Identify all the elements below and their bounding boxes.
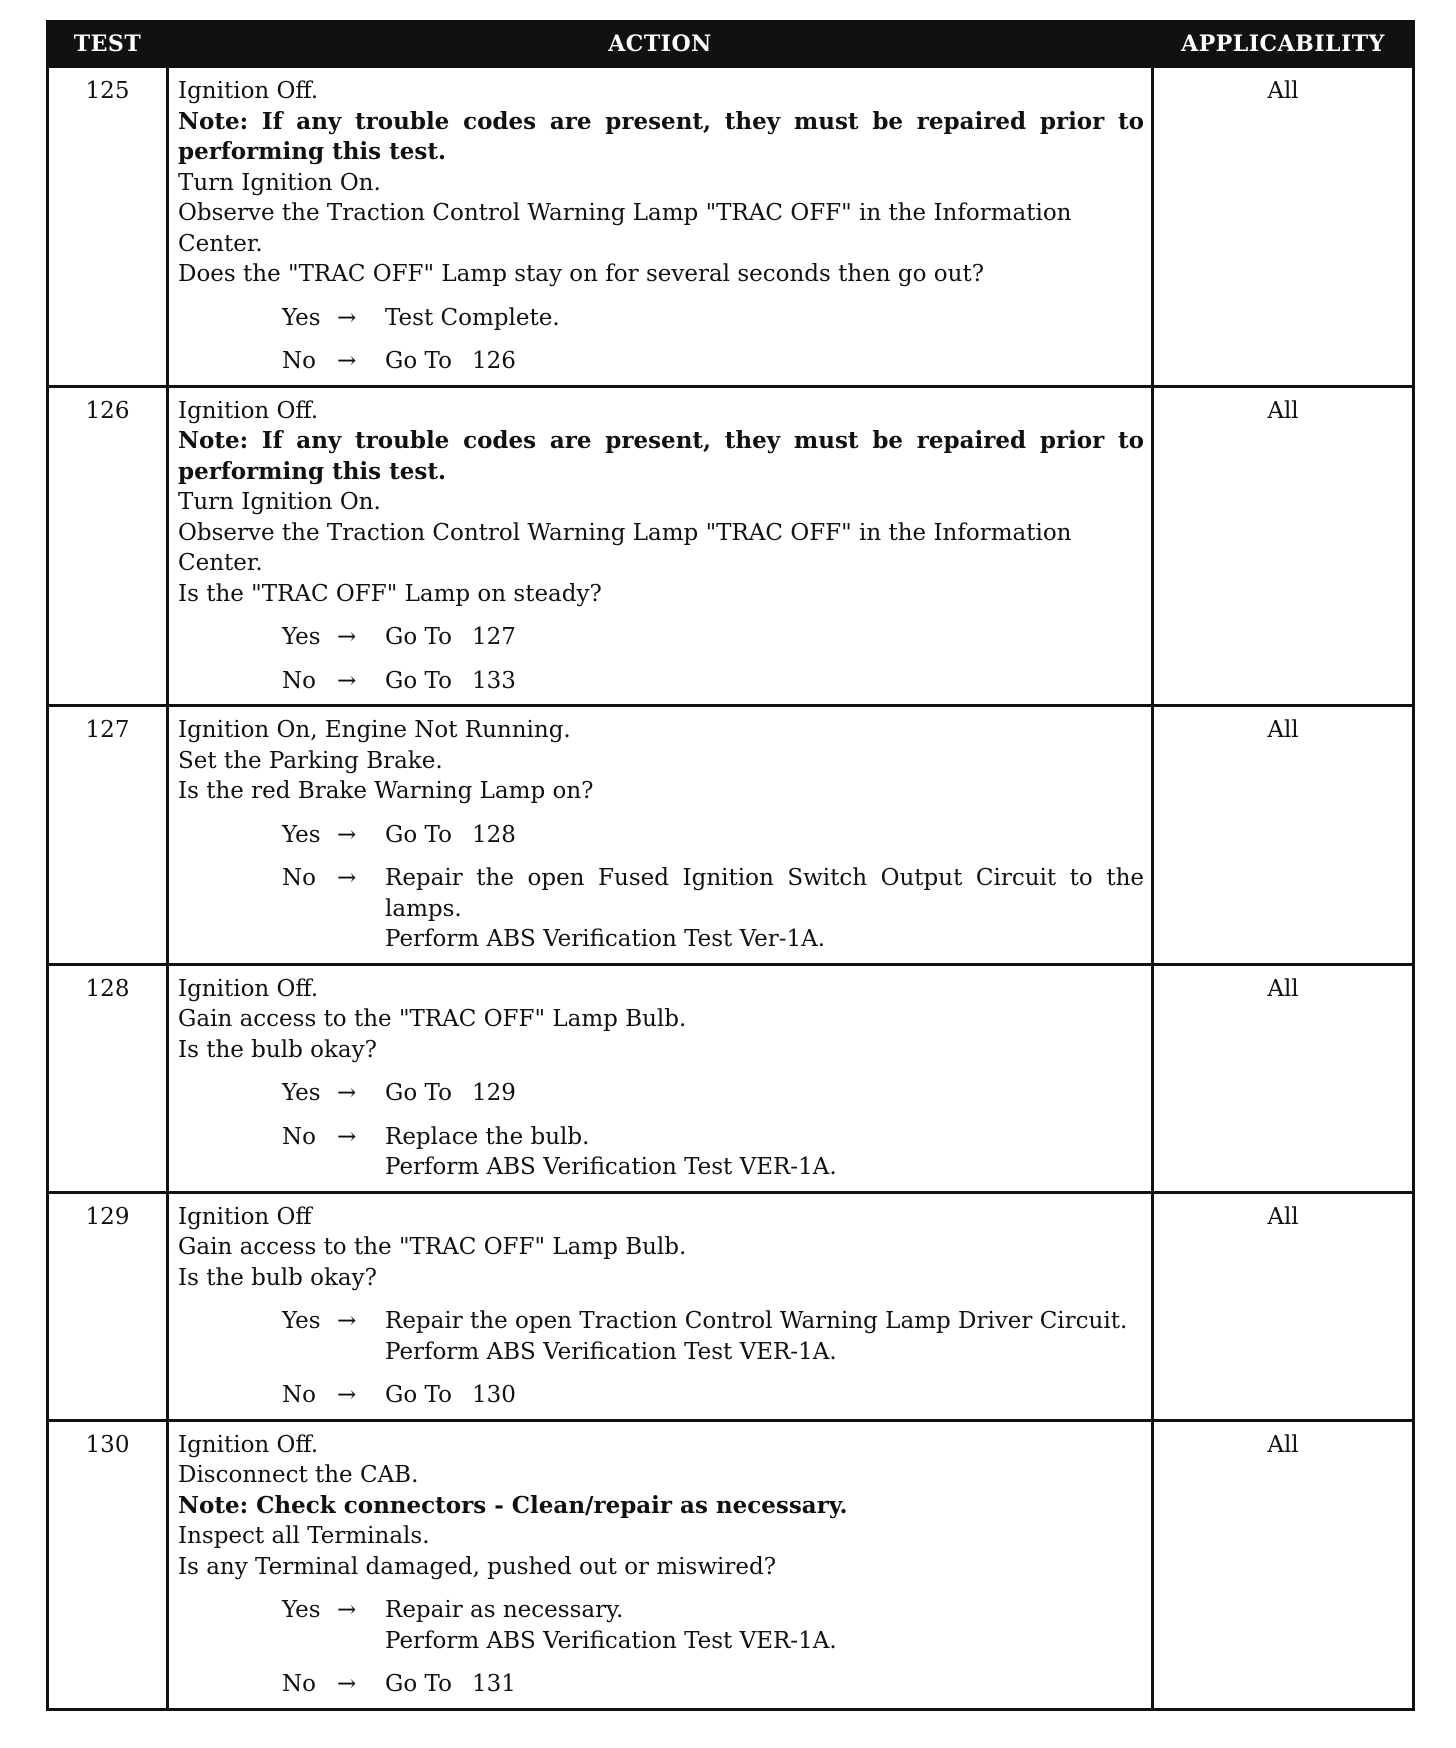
step-text: Turn Ignition On. [178,489,381,515]
arrow-icon: → [337,821,357,848]
yes-answer [282,622,1144,653]
step-text: Observe the Traction Control Warning Lamp "TRAC OFF" in the Information Center. [178,200,1072,257]
goto-label: Go To [385,821,452,848]
step-text: Ignition Off. [178,1431,319,1458]
yes-result [385,303,1144,334]
step-text: Gain access to the "TRAC OFF" Lamp Bulb. [178,1234,687,1260]
table-row [48,386,1414,706]
step-text: Is the red Brake Warning Lamp on? [178,778,594,804]
action-cell [168,706,1153,965]
header-action: ACTION [168,22,1153,67]
no-answer [282,346,1144,377]
answers [178,1306,1144,1411]
yes-answer [282,1595,1144,1656]
applicability-cell: All [1153,1420,1414,1709]
no-result [385,666,1144,697]
no-result [385,863,1144,955]
arrow-icon: → [337,304,357,331]
step-text: Ignition Off. [178,975,319,1002]
arrow-icon: → [337,1080,357,1106]
goto-label: Go To [385,1382,452,1408]
no-answer [282,1380,1144,1411]
yes-result [385,622,1144,653]
action-cell [168,386,1153,706]
diagnostic-test-table-container [46,20,1412,1711]
note-text: Note: If any trouble codes are present, they must be repaired prior to performing this test. [178,427,1144,485]
test-number: 129 [48,1192,168,1420]
yes-label: Yes [282,304,321,331]
table-row [48,1192,1414,1420]
applicability-cell: All [1153,67,1414,387]
result-text: Perform ABS Verification Test VER-1A. [385,1338,837,1365]
table-row [48,706,1414,965]
result-text: Test Complete. [385,304,560,331]
no-result [385,1122,1144,1183]
applicability-cell: All [1153,1192,1414,1420]
no-result [385,346,1144,377]
action-cell [168,1192,1153,1420]
goto-test-number: 126 [471,348,516,374]
diagnostic-test-table [46,20,1415,1711]
answers [178,1595,1144,1700]
applicability-cell: All [1153,964,1414,1192]
no-label: No [282,865,316,891]
result-text: Perform ABS Verification Test Ver-1A. [385,926,826,952]
table-row [48,67,1414,387]
goto-label: Go To [385,667,452,694]
step-text: Ignition Off [178,1203,312,1230]
step-text: Ignition Off. [178,397,319,424]
goto-test-number: 131 [471,1671,516,1697]
yes-label: Yes [282,1080,321,1106]
no-label: No [282,348,316,374]
goto-label: Go To [385,348,452,374]
table-row [48,1420,1414,1709]
arrow-icon: → [337,667,357,694]
yes-result [385,820,1144,851]
result-text: Perform ABS Verification Test VER-1A. [385,1154,837,1180]
arrow-icon: → [337,1123,357,1150]
goto-test-number: 127 [471,624,516,650]
yes-label: Yes [282,1597,321,1623]
goto-test-number: 130 [471,1382,516,1408]
no-label: No [282,667,316,694]
yes-label: Yes [282,624,321,650]
arrow-icon: → [337,1671,357,1697]
table-header-row [48,22,1414,67]
step-text: Inspect all Terminals. [178,1523,430,1549]
step-text: Turn Ignition On. [178,169,381,196]
step-text: Is any Terminal damaged, pushed out or miswired? [178,1553,777,1580]
no-answer [282,1669,1144,1700]
answers [178,303,1144,377]
note-text: Note: Check connectors - Clean/repair as necessary. [178,1491,848,1519]
arrow-icon: → [337,1382,357,1408]
step-text: Disconnect the CAB. [178,1462,419,1488]
step-text: Is the bulb okay? [178,1264,377,1291]
result-text: Perform ABS Verification Test VER-1A. [385,1627,837,1654]
answers [178,622,1144,696]
action-cell [168,67,1153,387]
goto-label: Go To [385,1080,452,1106]
test-number: 127 [48,706,168,965]
goto-label: Go To [385,1671,452,1697]
yes-result [385,1595,1144,1656]
no-answer [282,666,1144,697]
result-text: Replace the bulb. [385,1123,590,1150]
applicability-cell: All [1153,706,1414,965]
header-test: TEST [48,22,168,67]
table-body [48,67,1414,1710]
no-label: No [282,1382,316,1408]
no-answer [282,863,1144,955]
result-text: Repair the open Fused Ignition Switch Output Circuit to the lamps. [385,865,1144,922]
arrow-icon: → [337,1597,357,1623]
no-answer [282,1122,1144,1183]
step-text: Gain access to the "TRAC OFF" Lamp Bulb. [178,1006,687,1032]
action-cell [168,1420,1153,1709]
answers [178,1078,1144,1183]
no-label: No [282,1671,316,1697]
goto-test-number: 128 [471,821,516,848]
step-text: Is the "TRAC OFF" Lamp on steady? [178,580,602,607]
yes-answer [282,1078,1144,1109]
yes-answer [282,1306,1144,1367]
no-result [385,1380,1144,1411]
goto-test-number: 129 [471,1080,516,1106]
action-cell [168,964,1153,1192]
arrow-icon: → [337,624,357,650]
note-text: Note: If any trouble codes are present, they must be repaired prior to performing this test. [178,107,1144,165]
step-text: Observe the Traction Control Warning Lamp "TRAC OFF" in the Information Center. [178,519,1072,576]
no-result [385,1669,1144,1700]
result-text: Repair as necessary. [385,1597,624,1623]
yes-result [385,1306,1144,1367]
arrow-icon: → [337,865,357,891]
arrow-icon: → [337,1308,357,1334]
step-text: Ignition On, Engine Not Running. [178,717,571,743]
arrow-icon: → [337,348,357,374]
table-row [48,964,1414,1192]
step-text: Is the bulb okay? [178,1036,377,1063]
yes-result [385,1078,1144,1109]
yes-answer [282,820,1144,851]
goto-label: Go To [385,624,452,650]
goto-test-number: 133 [471,667,516,694]
applicability-cell: All [1153,386,1414,706]
step-text: Set the Parking Brake. [178,747,443,774]
test-number: 125 [48,67,168,387]
step-text: Does the "TRAC OFF" Lamp stay on for several seconds then go out? [178,261,985,287]
test-number: 128 [48,964,168,1192]
test-number: 126 [48,386,168,706]
yes-answer [282,303,1144,334]
result-text: Repair the open Traction Control Warning Lamp Driver Circuit. [385,1308,1128,1334]
header-applicability: APPLICABILITY [1153,22,1414,67]
step-text: Ignition Off. [178,78,319,104]
yes-label: Yes [282,821,321,848]
yes-label: Yes [282,1308,321,1334]
answers [178,820,1144,955]
test-number: 130 [48,1420,168,1709]
no-label: No [282,1123,316,1150]
